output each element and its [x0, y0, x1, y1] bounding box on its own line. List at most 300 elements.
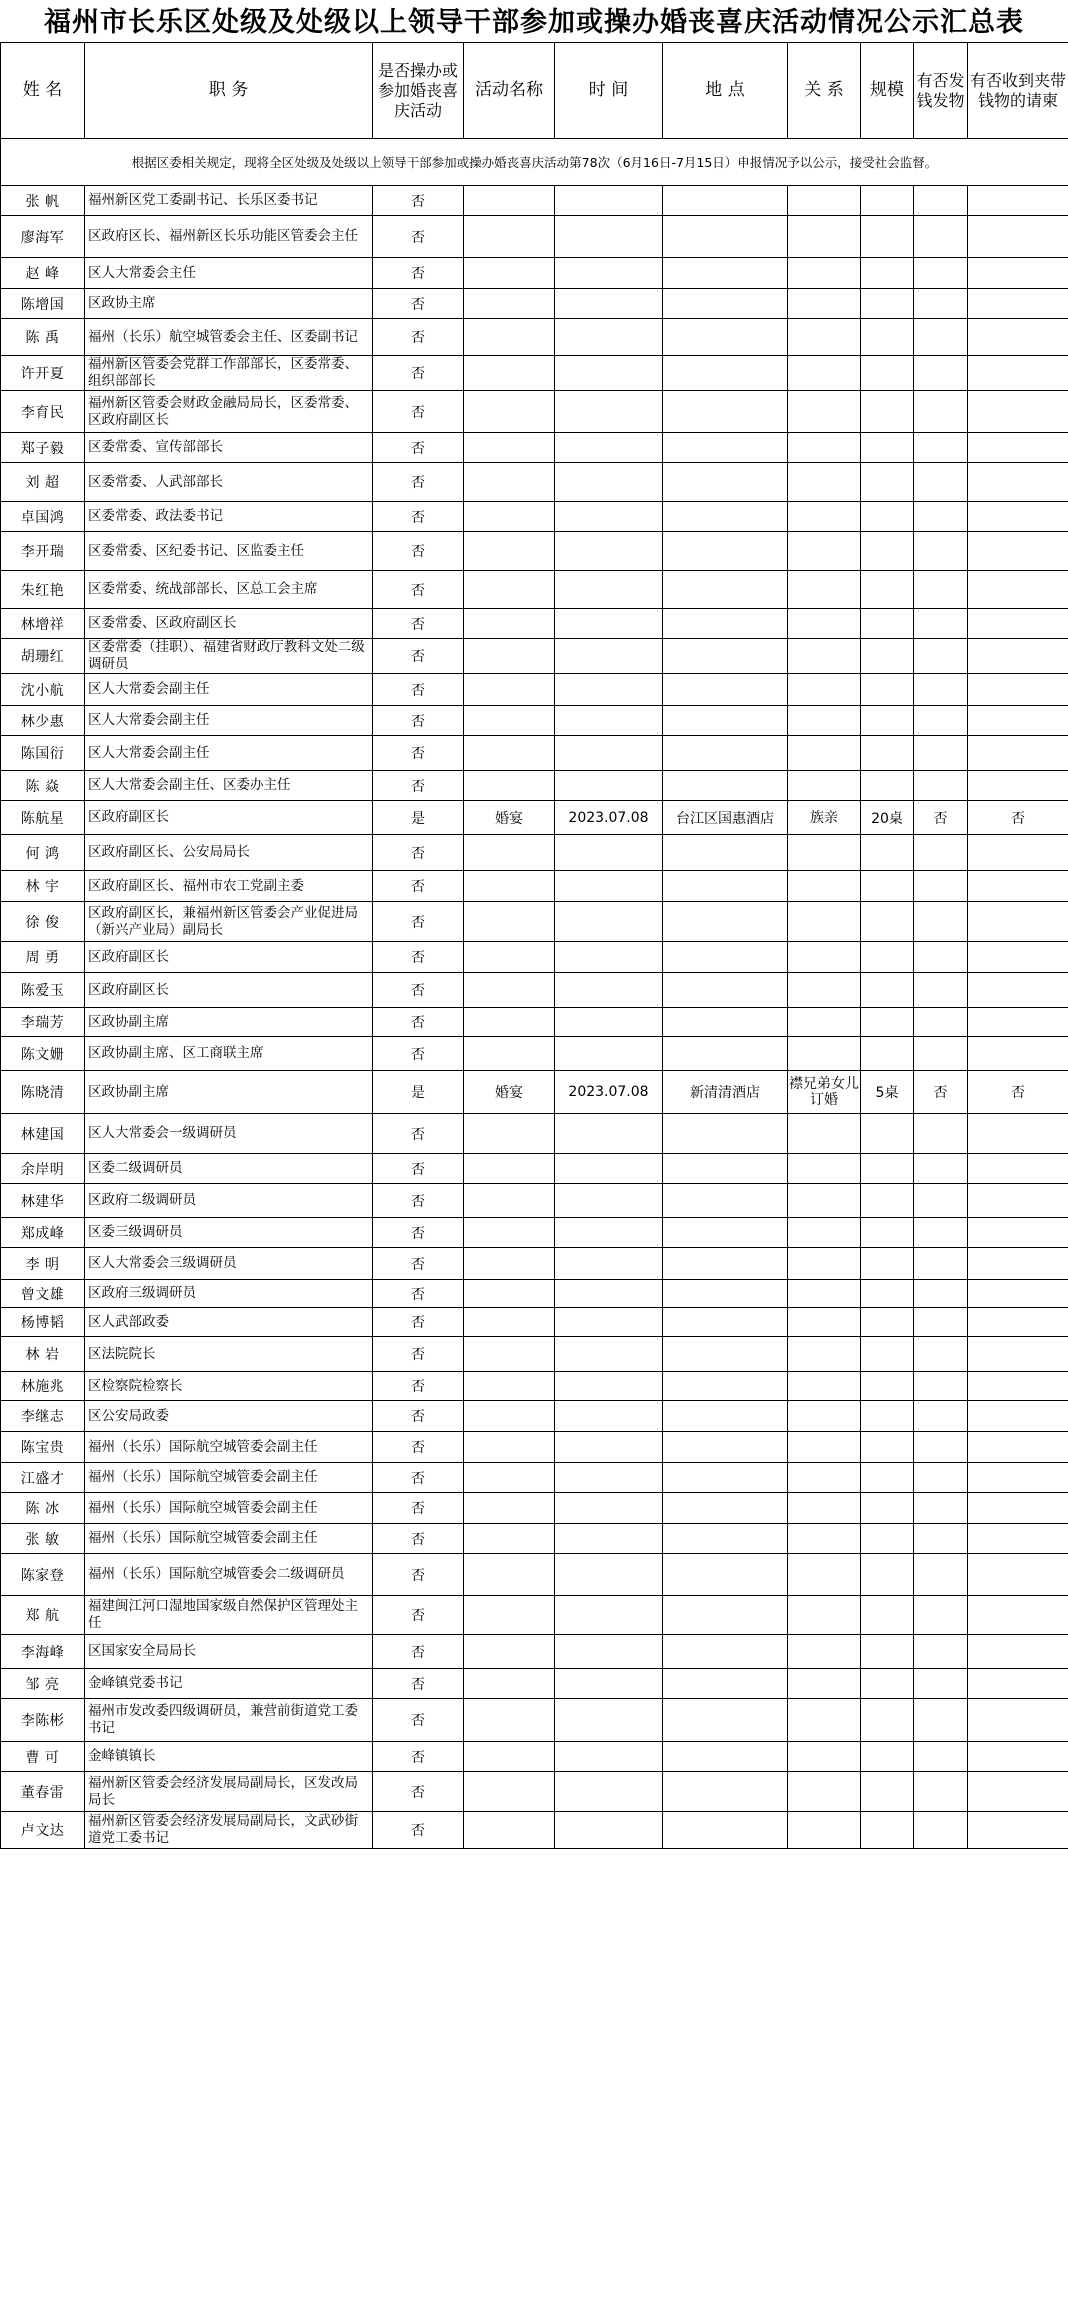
cell-place: [663, 258, 788, 289]
cell-gift: [968, 186, 1068, 216]
cell-money: [914, 216, 968, 258]
cell-relation: [788, 902, 861, 942]
cell-place: [663, 942, 788, 973]
cell-time: [555, 1669, 663, 1699]
cell-relation: [788, 258, 861, 289]
cell-activity: [464, 216, 555, 258]
cell-activity: [464, 674, 555, 706]
cell-relation: [788, 356, 861, 391]
cell-participated: 否: [373, 1337, 464, 1372]
cell-scale: [861, 1280, 914, 1308]
cell-scale: [861, 942, 914, 973]
cell-place: [663, 1699, 788, 1742]
cell-money: [914, 1432, 968, 1463]
cell-scale: [861, 1372, 914, 1401]
cell-name: 卓国鸿: [1, 502, 85, 532]
cell-activity: [464, 736, 555, 771]
cell-place: [663, 502, 788, 532]
cell-participated: 否: [373, 902, 464, 942]
cell-scale: [861, 532, 914, 571]
cell-money: [914, 771, 968, 801]
cell-gift: 否: [968, 1071, 1068, 1114]
cell-scale: [861, 1337, 914, 1372]
table-row: [1, 736, 1068, 771]
cell-place: [663, 771, 788, 801]
cell-money: [914, 571, 968, 609]
cell-money: [914, 1596, 968, 1635]
cell-place: [663, 1635, 788, 1669]
cell-name: 胡珊红: [1, 639, 85, 674]
cell-participated: 否: [373, 1184, 464, 1218]
table-row: [1, 1524, 1068, 1554]
cell-position: 区政府副区长，兼福州新区管委会产业促进局（新兴产业局）副局长: [85, 902, 373, 942]
cell-activity: [464, 1812, 555, 1849]
cell-time: [555, 1184, 663, 1218]
cell-money: [914, 289, 968, 319]
cell-money: [914, 609, 968, 639]
cell-activity: [464, 319, 555, 356]
cell-scale: [861, 1114, 914, 1154]
cell-money: [914, 1372, 968, 1401]
cell-name: 陈增国: [1, 289, 85, 319]
cell-money: [914, 1524, 968, 1554]
header-participated: 是否操办或参加婚丧喜庆活动: [373, 43, 464, 139]
cell-place: [663, 1308, 788, 1337]
cell-place: [663, 1337, 788, 1372]
table-row: [1, 1493, 1068, 1524]
cell-gift: [968, 532, 1068, 571]
cell-time: [555, 1280, 663, 1308]
cell-place: [663, 433, 788, 463]
cell-position: 区人大常委会副主任: [85, 736, 373, 771]
cell-time: [555, 258, 663, 289]
cell-scale: [861, 736, 914, 771]
cell-relation: [788, 736, 861, 771]
cell-name: 曹 可: [1, 1742, 85, 1772]
cell-money: [914, 1493, 968, 1524]
cell-relation: [788, 1463, 861, 1493]
cell-name: 陈家登: [1, 1554, 85, 1596]
cell-scale: [861, 356, 914, 391]
cell-money: [914, 433, 968, 463]
cell-money: 否: [914, 801, 968, 835]
cell-scale: [861, 706, 914, 736]
cell-gift: [968, 1372, 1068, 1401]
cell-activity: [464, 1308, 555, 1337]
cell-participated: 是: [373, 801, 464, 835]
table-row: [1, 216, 1068, 258]
cell-gift: [968, 1401, 1068, 1432]
table-row: [1, 639, 1068, 674]
cell-position: 区政府副区长: [85, 973, 373, 1008]
cell-time: [555, 571, 663, 609]
cell-money: [914, 674, 968, 706]
cell-activity: 婚宴: [464, 801, 555, 835]
document-title: 福州市长乐区处级及处级以上领导干部参加或操办婚丧喜庆活动情况公示汇总表: [44, 7, 1024, 38]
cell-gift: [968, 1463, 1068, 1493]
cell-money: [914, 1554, 968, 1596]
cell-position: 福州（长乐）国际航空城管委会二级调研员: [85, 1554, 373, 1596]
cell-position: 区人武部政委: [85, 1308, 373, 1337]
cell-position: 区政府副区长: [85, 942, 373, 973]
cell-scale: [861, 1218, 914, 1248]
cell-scale: 20桌: [861, 801, 914, 835]
cell-activity: [464, 1432, 555, 1463]
cell-position: 区国家安全局局长: [85, 1635, 373, 1669]
cell-participated: 否: [373, 835, 464, 871]
table-row: [1, 609, 1068, 639]
cell-relation: [788, 289, 861, 319]
cell-name: 陈国衍: [1, 736, 85, 771]
cell-money: [914, 1463, 968, 1493]
cell-position: 福州新区管委会财政金融局局长，区委常委、区政府副区长: [85, 391, 373, 433]
cell-time: [555, 1554, 663, 1596]
cell-scale: [861, 1184, 914, 1218]
cell-name: 卢文达: [1, 1812, 85, 1849]
cell-time: [555, 1432, 663, 1463]
cell-position: 福州新区党工委副书记、长乐区委书记: [85, 186, 373, 216]
cell-participated: 否: [373, 871, 464, 902]
cell-position: 区政府副区长、公安局局长: [85, 835, 373, 871]
cell-participated: 否: [373, 532, 464, 571]
cell-time: [555, 1596, 663, 1635]
cell-gift: [968, 706, 1068, 736]
cell-position: 区人大常委会副主任: [85, 674, 373, 706]
table-row: [1, 771, 1068, 801]
cell-time: [555, 1218, 663, 1248]
cell-activity: [464, 1154, 555, 1184]
table-row: [1, 1772, 1068, 1812]
cell-participated: 否: [373, 1280, 464, 1308]
cell-participated: 否: [373, 1463, 464, 1493]
cell-time: [555, 1635, 663, 1669]
cell-participated: 否: [373, 391, 464, 433]
cell-position: 福州（长乐）航空城管委会主任、区委副书记: [85, 319, 373, 356]
cell-relation: [788, 771, 861, 801]
table-row: [1, 1669, 1068, 1699]
cell-position: 福州市发改委四级调研员，兼营前街道党工委书记: [85, 1699, 373, 1742]
cell-money: [914, 736, 968, 771]
cell-scale: [861, 1463, 914, 1493]
cell-gift: 否: [968, 801, 1068, 835]
cell-activity: [464, 639, 555, 674]
table-row: [1, 706, 1068, 736]
cell-gift: [968, 902, 1068, 942]
cell-money: [914, 973, 968, 1008]
cell-gift: [968, 1772, 1068, 1812]
cell-relation: [788, 674, 861, 706]
cell-money: [914, 258, 968, 289]
cell-name: 林少惠: [1, 706, 85, 736]
cell-name: 江盛才: [1, 1463, 85, 1493]
cell-relation: [788, 319, 861, 356]
cell-participated: 否: [373, 502, 464, 532]
cell-time: [555, 1248, 663, 1280]
header-gift: 有否收到夹带钱物的请柬: [968, 43, 1068, 139]
table-row: [1, 674, 1068, 706]
cell-gift: [968, 942, 1068, 973]
cell-participated: 否: [373, 1248, 464, 1280]
cell-position: 区委常委、宣传部部长: [85, 433, 373, 463]
cell-activity: [464, 973, 555, 1008]
cell-place: [663, 1154, 788, 1184]
cell-activity: [464, 1772, 555, 1812]
cell-place: [663, 1772, 788, 1812]
cell-relation: [788, 216, 861, 258]
cell-place: [663, 1812, 788, 1849]
cell-activity: [464, 463, 555, 502]
cell-participated: 否: [373, 1596, 464, 1635]
cell-gift: [968, 1699, 1068, 1742]
cell-position: 区人大常委会主任: [85, 258, 373, 289]
cell-name: 林建华: [1, 1184, 85, 1218]
cell-scale: [861, 674, 914, 706]
table-row: [1, 1008, 1068, 1037]
header-position: 职 务: [85, 43, 373, 139]
cell-money: [914, 1772, 968, 1812]
cell-place: [663, 1248, 788, 1280]
cell-place: [663, 356, 788, 391]
cell-activity: [464, 356, 555, 391]
cell-scale: [861, 1635, 914, 1669]
cell-relation: [788, 532, 861, 571]
cell-position: 区委二级调研员: [85, 1154, 373, 1184]
cell-time: [555, 1401, 663, 1432]
cell-gift: [968, 1432, 1068, 1463]
cell-place: [663, 609, 788, 639]
cell-position: 区人大常委会副主任、区委办主任: [85, 771, 373, 801]
cell-relation: [788, 1742, 861, 1772]
table-row: [1, 1248, 1068, 1280]
cell-activity: [464, 835, 555, 871]
disclosure-note: 根据区委相关规定，现将全区处级及处级以上领导干部参加或操办婚丧喜庆活动第78次（6月16日-7月15日）申报情况予以公示，接受社会监督。: [1, 139, 1068, 186]
cell-name: 李 明: [1, 1248, 85, 1280]
cell-time: [555, 1008, 663, 1037]
header-time: 时 间: [555, 43, 663, 139]
cell-relation: [788, 1008, 861, 1037]
cell-name: 陈 焱: [1, 771, 85, 801]
cell-place: [663, 1280, 788, 1308]
cell-place: [663, 391, 788, 433]
cell-scale: [861, 771, 914, 801]
cell-time: [555, 1524, 663, 1554]
cell-money: [914, 1635, 968, 1669]
cell-name: 陈晓清: [1, 1071, 85, 1114]
cell-time: [555, 356, 663, 391]
cell-position: 区人大常委会三级调研员: [85, 1248, 373, 1280]
cell-money: [914, 463, 968, 502]
cell-place: [663, 1493, 788, 1524]
cell-position: 区委常委、区纪委书记、区监委主任: [85, 532, 373, 571]
cell-relation: [788, 1037, 861, 1071]
cell-position: 区检察院检察长: [85, 1372, 373, 1401]
cell-name: 李瑞芳: [1, 1008, 85, 1037]
table-row: [1, 1432, 1068, 1463]
cell-place: [663, 289, 788, 319]
cell-relation: [788, 1184, 861, 1218]
cell-gift: [968, 502, 1068, 532]
cell-name: 徐 俊: [1, 902, 85, 942]
cell-position: 区政协副主席: [85, 1071, 373, 1114]
cell-time: [555, 463, 663, 502]
cell-relation: [788, 1308, 861, 1337]
cell-relation: [788, 835, 861, 871]
cell-activity: [464, 1699, 555, 1742]
cell-gift: [968, 258, 1068, 289]
cell-place: [663, 319, 788, 356]
table-row: [1, 319, 1068, 356]
cell-activity: [464, 502, 555, 532]
cell-name: 沈小航: [1, 674, 85, 706]
note-section: [1, 139, 1068, 186]
cell-relation: [788, 1772, 861, 1812]
cell-place: [663, 216, 788, 258]
cell-time: 2023.07.08: [555, 801, 663, 835]
table-row: [1, 973, 1068, 1008]
cell-participated: 否: [373, 1218, 464, 1248]
cell-name: 曾文雄: [1, 1280, 85, 1308]
cell-time: [555, 289, 663, 319]
table-row: [1, 1218, 1068, 1248]
cell-money: [914, 1248, 968, 1280]
cell-time: [555, 1372, 663, 1401]
cell-time: [555, 1699, 663, 1742]
table-row: [1, 289, 1068, 319]
cell-name: 陈 禹: [1, 319, 85, 356]
table-row: [1, 1372, 1068, 1401]
table-row: [1, 1280, 1068, 1308]
cell-name: 廖海军: [1, 216, 85, 258]
cell-relation: [788, 391, 861, 433]
cell-position: 福州新区管委会经济发展局副局长，区发改局局长: [85, 1772, 373, 1812]
cell-name: 林 岩: [1, 1337, 85, 1372]
cell-money: [914, 902, 968, 942]
table-row: [1, 186, 1068, 216]
cell-time: [555, 1154, 663, 1184]
cell-activity: [464, 902, 555, 942]
cell-gift: [968, 1218, 1068, 1248]
cell-gift: [968, 571, 1068, 609]
cell-relation: [788, 463, 861, 502]
cell-name: 许开夏: [1, 356, 85, 391]
cell-money: [914, 1308, 968, 1337]
cell-position: 福州（长乐）国际航空城管委会副主任: [85, 1524, 373, 1554]
header-activity: 活动名称: [464, 43, 555, 139]
cell-gift: [968, 356, 1068, 391]
table-row: [1, 1812, 1068, 1849]
cell-participated: 否: [373, 1008, 464, 1037]
table-row: [1, 1308, 1068, 1337]
table-row: [1, 942, 1068, 973]
cell-place: [663, 1037, 788, 1071]
cell-money: [914, 319, 968, 356]
cell-time: 2023.07.08: [555, 1071, 663, 1114]
cell-gift: [968, 289, 1068, 319]
cell-relation: [788, 1524, 861, 1554]
cell-relation: [788, 1154, 861, 1184]
cell-position: 福州新区管委会党群工作部部长，区委常委、组织部部长: [85, 356, 373, 391]
cell-relation: [788, 502, 861, 532]
cell-participated: 否: [373, 639, 464, 674]
cell-scale: [861, 289, 914, 319]
cell-scale: [861, 1037, 914, 1071]
cell-name: 陈文姗: [1, 1037, 85, 1071]
cell-place: [663, 973, 788, 1008]
cell-gift: [968, 771, 1068, 801]
table-row: [1, 532, 1068, 571]
cell-activity: [464, 1554, 555, 1596]
cell-scale: [861, 1432, 914, 1463]
cell-money: [914, 391, 968, 433]
cell-scale: [861, 216, 914, 258]
cell-money: [914, 1184, 968, 1218]
cell-place: [663, 1463, 788, 1493]
cell-activity: [464, 258, 555, 289]
cell-name: 张 敏: [1, 1524, 85, 1554]
cell-participated: 否: [373, 1308, 464, 1337]
cell-position: 区法院院长: [85, 1337, 373, 1372]
cell-place: [663, 706, 788, 736]
cell-position: 区委常委、区政府副区长: [85, 609, 373, 639]
cell-activity: [464, 1008, 555, 1037]
cell-scale: [861, 1596, 914, 1635]
cell-participated: 否: [373, 1037, 464, 1071]
cell-participated: 否: [373, 609, 464, 639]
cell-relation: [788, 186, 861, 216]
cell-gift: [968, 736, 1068, 771]
cell-gift: [968, 1596, 1068, 1635]
cell-relation: [788, 871, 861, 902]
header-place: 地 点: [663, 43, 788, 139]
cell-scale: [861, 258, 914, 289]
cell-activity: 婚宴: [464, 1071, 555, 1114]
cell-place: [663, 1669, 788, 1699]
cell-place: [663, 1524, 788, 1554]
cell-relation: [788, 1401, 861, 1432]
cell-gift: [968, 1308, 1068, 1337]
cell-gift: [968, 1493, 1068, 1524]
cell-gift: [968, 1554, 1068, 1596]
cell-relation: [788, 1493, 861, 1524]
cell-money: [914, 356, 968, 391]
cell-activity: [464, 609, 555, 639]
cell-position: 区人大常委会一级调研员: [85, 1114, 373, 1154]
cell-position: 区政府副区长: [85, 801, 373, 835]
cell-position: 福州（长乐）国际航空城管委会副主任: [85, 1493, 373, 1524]
cell-relation: [788, 1337, 861, 1372]
cell-time: [555, 609, 663, 639]
cell-scale: [861, 1554, 914, 1596]
cell-time: [555, 835, 663, 871]
cell-time: [555, 674, 663, 706]
cell-scale: [861, 835, 914, 871]
cell-relation: [788, 1699, 861, 1742]
cell-position: 区人大常委会副主任: [85, 706, 373, 736]
cell-gift: [968, 1635, 1068, 1669]
cell-activity: [464, 433, 555, 463]
cell-name: 林增祥: [1, 609, 85, 639]
cell-place: [663, 1114, 788, 1154]
cell-place: [663, 639, 788, 674]
cell-name: 陈航星: [1, 801, 85, 835]
cell-money: [914, 1037, 968, 1071]
cell-activity: [464, 1248, 555, 1280]
cell-place: [663, 1742, 788, 1772]
cell-place: [663, 1401, 788, 1432]
cell-scale: [861, 639, 914, 674]
cell-participated: 否: [373, 319, 464, 356]
cell-gift: [968, 1184, 1068, 1218]
